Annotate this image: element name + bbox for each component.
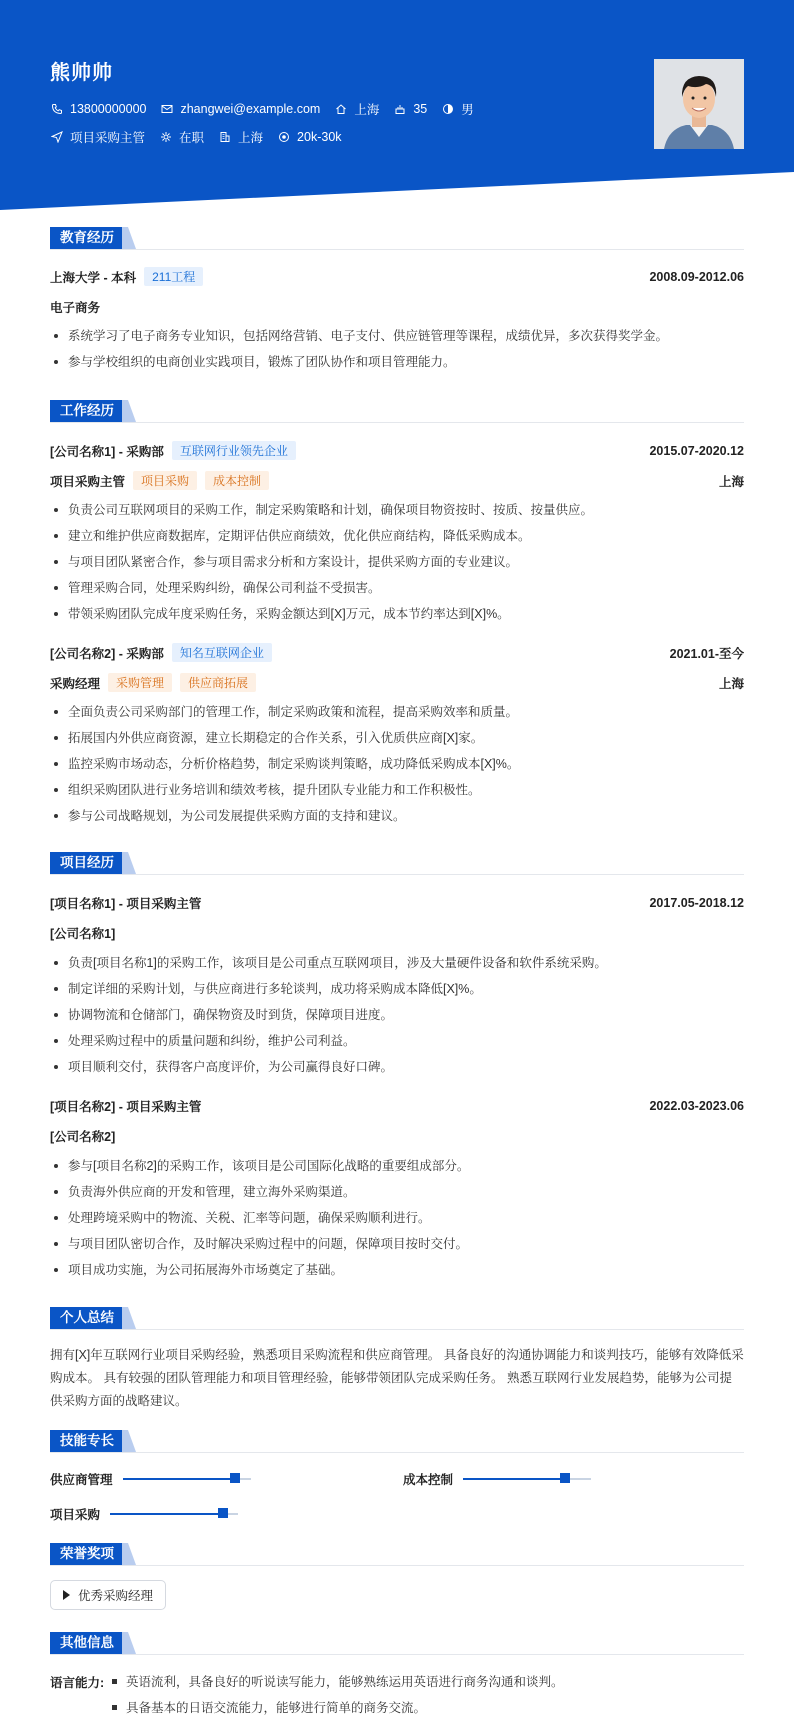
skill-level-knob [218,1508,228,1518]
major: 电子商务 [50,301,101,315]
section-work [50,400,744,422]
tab-tail-decoration [122,400,136,422]
school-name: 上海大学 - 本科 [50,270,137,285]
phone-text: 13800000000 [70,102,147,116]
salary-text: 20k-30k [297,130,342,144]
list-item: 全面负责公司采购部门的管理工作，制定采购政策和流程，提高采购效率和质量。 [50,703,744,729]
skill-name: 成本控制 [403,1473,454,1487]
list-item: 拓展国内外供应商资源，建立长期稳定的合作关系，引入优质供应商[X]家。 [50,729,744,755]
list-item: 系统学习了电子商务专业知识，包括网络营销、电子支付、供应链管理等课程，成绩优异，多次获得奖学金。 [50,327,744,353]
send-icon [50,130,64,144]
skill-supplier-management [50,1470,251,1488]
list-item: 处理跨境采购中的物流、关税、汇率等问题，确保采购顺利进行。 [50,1209,744,1235]
list-item: 建立和维护供应商数据库，定期评估供应商绩效，优化供应商结构，降低采购成本。 [50,527,744,553]
project-2-header [50,1097,744,1115]
role-title: 采购经理 [50,676,101,691]
section-other [50,1632,744,1654]
section-title-work: 工作经历 [50,400,124,422]
skill-level-knob [560,1473,570,1483]
job-item [50,128,145,146]
section-divider [50,1329,744,1330]
job-text: 项目采购主管 [70,131,146,145]
section-title-skills: 技能专长 [50,1430,124,1452]
tab-tail-decoration [122,1307,136,1329]
skill-level-fill [463,1478,565,1480]
school-tag: 211工程 [144,267,203,286]
list-item: 参与公司战略规划，为公司发展提供采购方面的支持和建议。 [50,807,744,833]
language-list [110,1673,564,1725]
company-tag: 互联网行业领先企业 [172,441,296,460]
work-date: 2015.07-2020.12 [649,443,744,458]
section-divider [50,1654,744,1655]
building-icon [218,130,232,144]
section-divider [50,422,744,423]
company-tag: 知名互联网企业 [172,643,272,662]
education-date: 2008.09-2012.06 [649,269,744,284]
skill-level-fill [123,1478,236,1480]
skill-level-fill [110,1513,223,1515]
age-text: 35 [413,102,428,116]
tab-tail-decoration [122,1543,136,1565]
avatar [654,59,744,149]
role-tag: 项目采购 [133,471,197,490]
role-tag: 采购管理 [108,673,172,692]
mail-icon [160,102,174,116]
age-item [393,102,427,116]
section-divider [50,874,744,875]
section-projects [50,852,744,874]
section-education [50,227,744,249]
list-item: 协调物流和仓储部门，确保物资及时到货，保障项目进度。 [50,1006,744,1032]
section-divider [50,1565,744,1566]
list-item: 负责[项目名称1]的采购工作，该项目是公司重点互联网项目，涉及大量硬件设备和软件系统采购。 [50,954,744,980]
list-item: 监控采购市场动态，分析价格趋势，制定采购谈判策略，成功降低采购成本[X]%。 [50,755,744,781]
list-item: 负责海外供应商的开发和管理，建立海外采购渠道。 [50,1183,744,1209]
company-name: [公司名称2] - 采购部 [50,646,164,661]
project-date: 2017.05-2018.12 [649,896,744,910]
skill-level-knob [230,1473,240,1483]
skill-level-bar [463,1478,591,1480]
resume-header [0,0,794,210]
role-tag: 成本控制 [205,471,269,490]
list-item: 与项目团队紧密合作，参与项目需求分析和方案设计，提供采购方面的专业建议。 [50,553,744,579]
work-1-header [50,441,744,460]
city-item [218,128,263,146]
gender-text: 男 [461,103,474,117]
list-item: 具备基本的日语交流能力，能够进行简单的商务交流。 [110,1699,564,1725]
company-name: [公司名称1] - 采购部 [50,444,164,459]
skill-cost-control [403,1470,591,1488]
work-1-role [50,471,744,490]
gender-item [441,100,474,118]
skill-level-bar [123,1478,251,1480]
location-text: 上海 [354,103,380,117]
caret-right-icon [63,1590,70,1600]
job-row [50,128,356,146]
section-title-other: 其他信息 [50,1632,124,1654]
project-company: [公司名称2] [50,1130,116,1144]
tab-tail-decoration [122,227,136,249]
tab-tail-decoration [122,1632,136,1654]
status-text: 在职 [179,131,205,145]
phone-item [50,102,146,116]
project-title: [项目名称2] - 项目采购主管 [50,1100,202,1114]
project-2-company-row [50,1127,744,1145]
cake-icon [393,102,407,116]
list-item: 负责公司互联网项目的采购工作，制定采购策略和计划，确保项目物资按时、按质、按量供应。 [50,501,744,527]
list-item: 项目顺利交付，获得客户高度评价，为公司赢得良好口碑。 [50,1058,744,1084]
salary-item [277,130,341,144]
skill-name: 供应商管理 [50,1473,113,1487]
project-1-header [50,894,744,912]
list-item: 制定详细的采购计划，与供应商进行多轮谈判，成功将采购成本降低[X]%。 [50,980,744,1006]
role-title: 项目采购主管 [50,474,126,489]
language-label: 语言能力: [50,1676,105,1690]
skill-name: 项目采购 [50,1508,101,1522]
location-item [334,100,379,118]
list-item: 英语流利，具备良好的听说读写能力，能够熟练运用英语进行商务沟通和谈判。 [110,1673,564,1699]
coin-icon [277,130,291,144]
work-2-bullets [50,703,744,833]
tab-tail-decoration [122,1430,136,1452]
list-item: 处理采购过程中的质量问题和纠纷，维护公司利益。 [50,1032,744,1058]
role-tag: 供应商拓展 [180,673,256,692]
section-divider [50,249,744,250]
education-major-row [50,298,744,316]
list-item: 参与[项目名称2]的采购工作，该项目是公司国际化战略的重要组成部分。 [50,1157,744,1183]
contact-row [50,100,488,118]
list-item: 组织采购团队进行业务培训和绩效考核，提升团队专业能力和工作积极性。 [50,781,744,807]
project-date: 2022.03-2023.06 [649,1099,744,1113]
work-2-role [50,673,744,692]
gear-icon [159,130,173,144]
education-header [50,267,744,286]
project-2-bullets [50,1157,744,1287]
award-name: 优秀采购经理 [78,1589,154,1603]
section-title-summary: 个人总结 [50,1307,124,1329]
email-item [160,102,320,116]
section-divider [50,1452,744,1453]
project-title: [项目名称1] - 项目采购主管 [50,897,202,911]
city-text: 上海 [238,131,264,145]
tab-tail-decoration [122,852,136,874]
email-text: zhangwei@example.com [180,102,321,116]
gender-icon [441,102,455,116]
status-item [159,128,204,146]
work-location: 上海 [718,474,744,489]
work-date: 2021.01-至今 [669,646,744,661]
project-1-bullets [50,954,744,1084]
work-location: 上海 [718,676,744,691]
home-icon [334,102,348,116]
work-1-bullets [50,501,744,631]
award-item[interactable] [50,1580,166,1610]
skill-project-procurement [50,1505,238,1523]
list-item: 带领采购团队完成年度采购任务，采购金额达到[X]万元，成本节约率达到[X]%。 [50,605,744,631]
education-bullets [50,327,744,379]
work-2-header [50,643,744,662]
list-item: 管理采购合同，处理采购纠纷，确保公司利益不受损害。 [50,579,744,605]
list-item: 项目成功实施，为公司拓展海外市场奠定了基础。 [50,1261,744,1287]
list-item: 与项目团队密切合作，及时解决采购过程中的问题，保障项目按时交付。 [50,1235,744,1261]
summary-text: 拥有[X]年互联网行业项目采购经验，熟悉项目采购流程和供应商管理。 具备良好的沟通协调能力和谈判技巧，能够有效降低采购成本。 具有较强的团队管理能力和项目管理经验，能够带领团队完成采购任务。 熟悉互联网行业发展趋势，能够为公司提供采购方面的战略建议。 [50,1348,744,1408]
project-company: [公司名称1] [50,927,116,941]
section-title-projects: 项目经历 [50,852,124,874]
list-item: 参与学校组织的电商创业实践项目，锻炼了团队协作和项目管理能力。 [50,353,744,379]
project-1-company-row [50,924,744,942]
skill-level-bar [110,1513,238,1515]
candidate-name: 熊帅帅 [50,62,113,84]
phone-icon [50,102,64,116]
section-awards [50,1543,744,1565]
section-title-education: 教育经历 [50,227,124,249]
section-summary [50,1307,744,1329]
section-skills [50,1430,744,1452]
section-title-awards: 荣誉奖项 [50,1543,124,1565]
